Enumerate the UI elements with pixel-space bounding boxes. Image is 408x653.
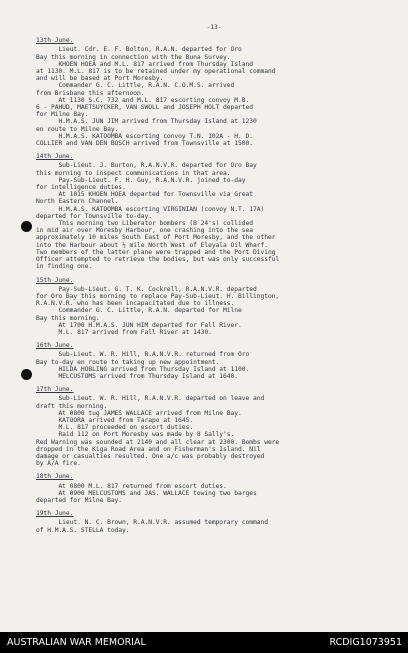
entry-line: At 1015 KHOEN HOEA departed for Townsville via Great	[36, 191, 253, 199]
diary-entry	[36, 510, 392, 534]
diary-entry	[36, 473, 392, 504]
entry-line: at 1130. M.L. 817 is to be retained under my operational command	[36, 68, 276, 76]
entry-line: COLLIER and VAN DEN BOSCH arrived from Townsville at 1500.	[36, 140, 253, 148]
entry-line: Red Warning was sounded at 2140 and all clear at 2300. Bombs were	[36, 438, 280, 446]
entry-line: Sub-Lieut. W. R. Hill, R.A.N.V.R. departed on leave and	[36, 395, 265, 403]
diary-entry	[36, 153, 392, 270]
entry-line: Two members of the latter plane were trapped and the Port Diving	[36, 248, 276, 256]
entry-line: approximately 10 miles South East of Port Moresby, and the other	[36, 234, 276, 242]
punch-hole-bottom	[21, 369, 32, 380]
entry-line: Sub-Lieut. W. R. Hill, R.A.N.V.R. returned from Oro	[36, 351, 250, 359]
entry-line: HILDA HOBLING arrived from Thursday Island at 1100.	[36, 365, 250, 373]
entry-date-heading: 15th June.	[36, 276, 74, 284]
entry-line: Commander G. C. Little, R.A.N. departed for Milne	[36, 307, 242, 315]
entry-line: MELCUSTOMS arrived from Thursday Island at 1640.	[36, 372, 239, 380]
document-text	[36, 24, 392, 534]
entry-line: Raid 112 on Port Moresby was made by 8 Sally's.	[36, 431, 235, 439]
entry-line: Lieut. N. C. Brown, R.A.N.V.R. assumed temporary command	[36, 519, 268, 527]
entry-line: and will be based at Port Moresby.	[36, 75, 164, 83]
page-number: -13-	[206, 24, 222, 31]
entry-line: this morning to inspect communications in that area.	[36, 169, 231, 177]
entry-line: draft this morning.	[36, 402, 108, 410]
entry-line: Pay-Sub-Lieut. F. H. Guy, R.A.N.V.R. joined to-day	[36, 176, 246, 184]
entry-line: departed for Milne Bay.	[36, 496, 123, 504]
entry-line: for Oro Bay this morning to replace Pay-Sub-Lieut. H. Billington,	[36, 292, 280, 300]
entry-line: R.A.N.V.R. who has been incapacitated due to illness.	[36, 300, 235, 308]
entry-line: by A/A fire.	[36, 460, 81, 468]
entry-line: Pay-Sub-Lieut. G. T. K. Cockrell, R.A.N.V.R. departed	[36, 285, 257, 293]
entry-line: M.L. 817 proceeded on escort duties.	[36, 424, 194, 432]
diary-entries	[36, 37, 392, 534]
footer-record-id: RCDIG1073951	[329, 637, 402, 648]
diary-entry	[36, 37, 392, 147]
entry-line: This morning two Liberator bombers (B 24's) collided	[36, 220, 253, 228]
entry-line: M.L. 817 arrived from Fall River at 1430.	[36, 328, 212, 336]
entry-line: At 1700 H.M.A.S. JUN HIM departed for Fall River.	[36, 321, 242, 329]
entry-line: 6 - PAHUD, MAETSUYCKER, VAN SWOLL and JOSEPH HOLT departed	[36, 104, 253, 112]
entry-line: Sub-Lieut. J. Burton, R.A.N.V.R. departed for Oro Bay	[36, 162, 257, 170]
entry-line: damage or casualties resulted. One a/c was probably destroyed	[36, 452, 265, 460]
entry-line: departed for Townsville to-day.	[36, 212, 152, 220]
diary-entry	[36, 342, 392, 380]
entry-line: into the Harbour about ½ mile North West of Eleyala Oil Wharf.	[36, 241, 268, 249]
entry-line: for Milne Bay.	[36, 111, 89, 119]
entry-line: Commander G. C. Little, R.A.N. C.O.M.S. arrived	[36, 82, 235, 90]
entry-date-heading: 13th June.	[36, 37, 74, 45]
entry-line: KATOORA arrived from Tarapo at 1645.	[36, 416, 194, 424]
entry-date-heading: 17th June.	[36, 386, 74, 394]
entry-line: from Brisbane this afternoon.	[36, 89, 145, 97]
entry-date-heading: 16th June.	[36, 342, 74, 350]
entry-line: Bay this morning.	[36, 314, 100, 322]
entry-date-heading: 18th June.	[36, 473, 74, 481]
entry-line: en route to Milne Bay.	[36, 125, 119, 133]
entry-line: of H.M.A.S. STELLA today.	[36, 526, 130, 534]
entry-line: H.M.A.S. JUN JIM arrived from Thursday Island at 1230	[36, 118, 257, 126]
entry-line: At 0800 M.L. 817 returned from escort duties.	[36, 482, 227, 490]
diary-entry	[36, 386, 392, 467]
entry-line: in mid air over Moresby Harbour, one crashing into the sea	[36, 227, 253, 235]
entry-line: Bay this morning in connection with the Buna Survey.	[36, 53, 231, 61]
entry-line: KHOEN HOEA and M.L. 817 arrived from Thursday Island	[36, 60, 253, 68]
entry-line: At 0900 MELCUSTOMS and JAS. WALLACE towing two barges	[36, 489, 257, 497]
punch-hole-top	[21, 221, 32, 232]
entry-line: Officer attempted to retrieve the bodies, but was only successful	[36, 256, 280, 264]
entry-line: for intelligence duties.	[36, 184, 126, 192]
entry-line: H.M.A.S. KATOOMBA escorting convoy T.N. 102A - H. D.	[36, 132, 253, 140]
entry-date-heading: 19th June.	[36, 510, 74, 518]
entry-date-heading: 14th June.	[36, 153, 74, 161]
entry-line: dropped in the Kiga Road Area and on Fisherman's Island. Nil	[36, 445, 261, 453]
entry-line: Lieut. Cdr. E. F. Bolton, R.A.N. departed for Oro	[36, 46, 242, 54]
entry-line: At 0800 tug JAMES WALLACE arrived from Milne Bay.	[36, 409, 242, 417]
entry-line: At 1130 S.C. 732 and M.L. 817 escorting convoy M.B.	[36, 96, 250, 104]
entry-line: in finding one.	[36, 263, 93, 271]
entry-line: North Eastern Channel.	[36, 198, 119, 206]
entry-line: H.M.A.S. KATOOMBA escorting VIRGINIAN (convoy N.T. 17A)	[36, 205, 265, 213]
archive-footer	[0, 632, 408, 653]
diary-entry	[36, 277, 392, 337]
entry-line: Bay to-day en route to taking up new appointment.	[36, 358, 220, 366]
footer-institution: AUSTRALIAN WAR MEMORIAL	[7, 637, 146, 648]
